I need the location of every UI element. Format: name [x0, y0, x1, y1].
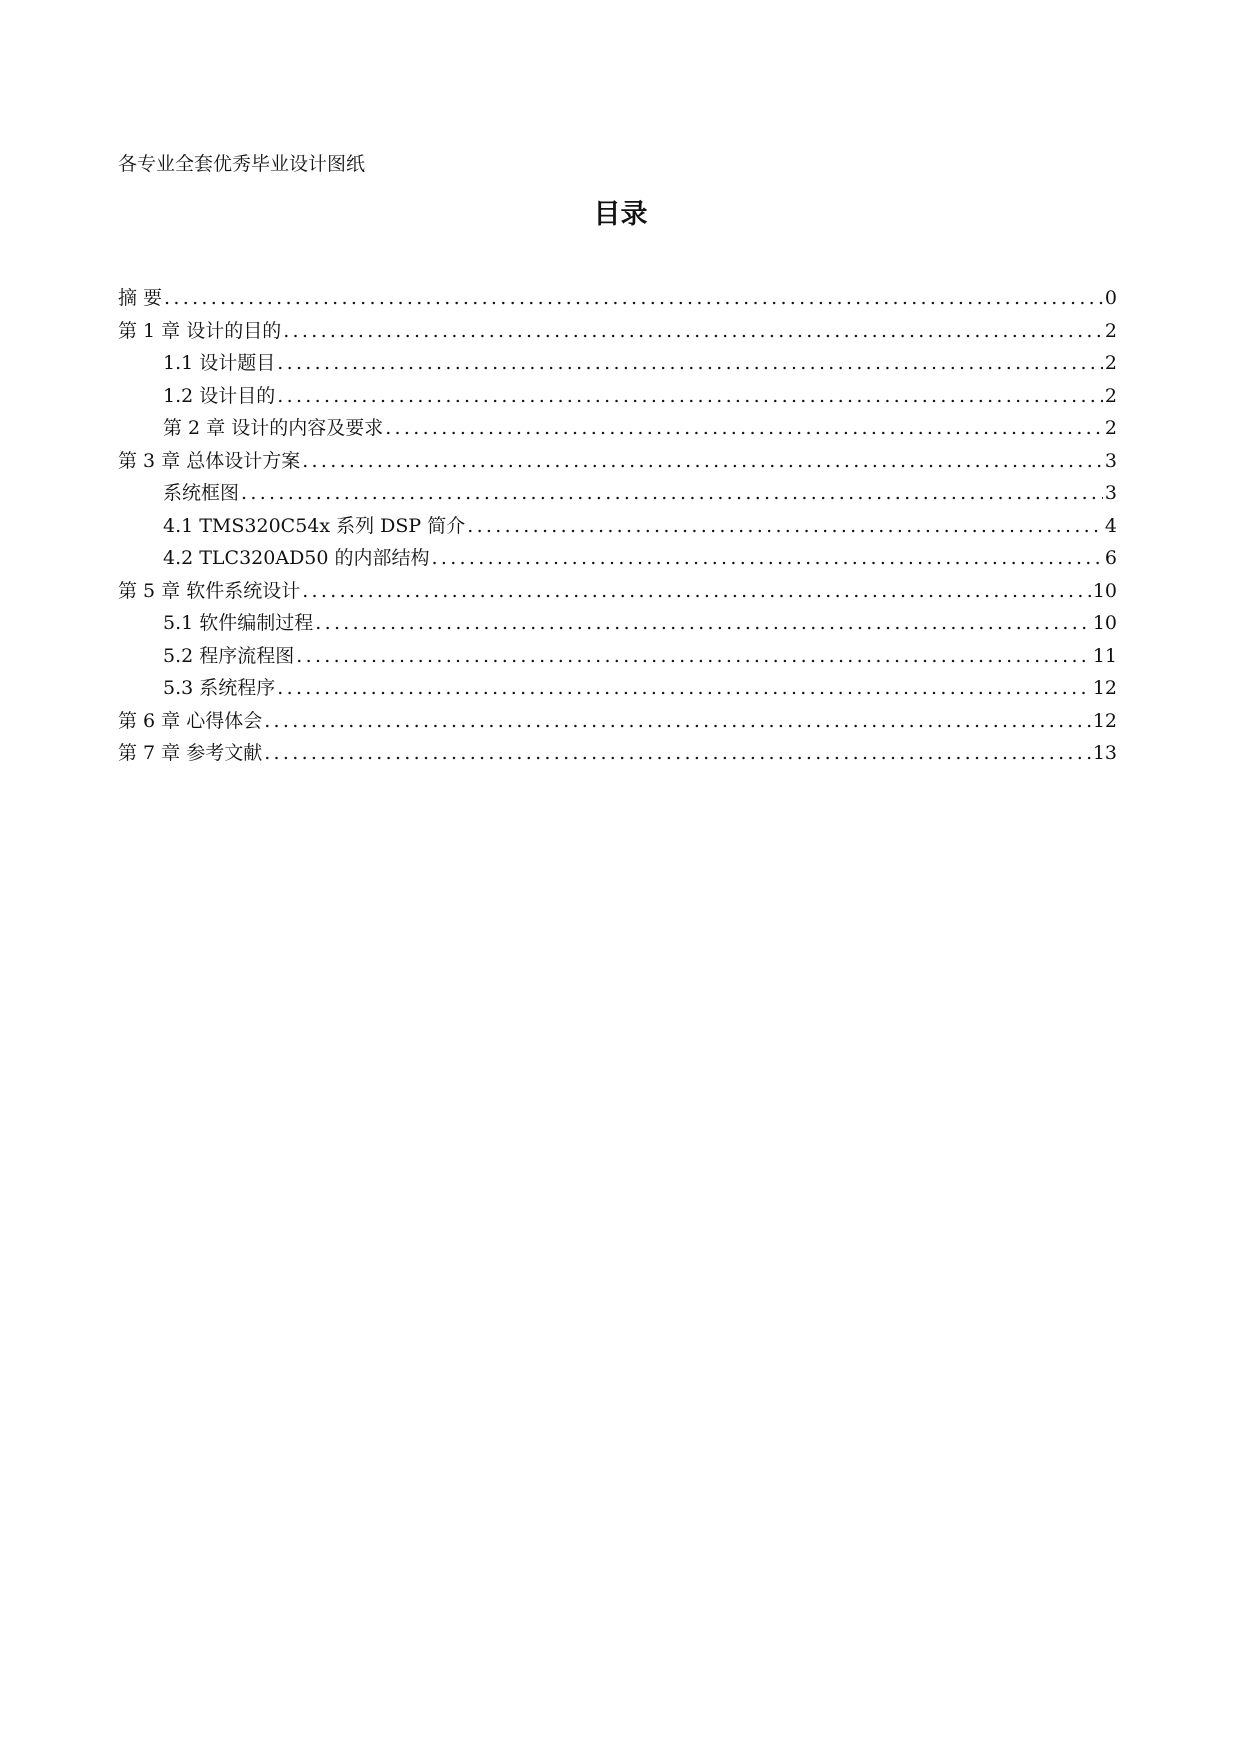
- toc-dot-leader: [467, 510, 1103, 543]
- toc-dot-leader: [164, 282, 1103, 315]
- toc-entry-label: 第 1 章 设计的目的: [118, 319, 282, 342]
- toc-entry[interactable]: [118, 607, 1117, 640]
- toc-entry-page-number: 2: [1104, 417, 1117, 439]
- toc-entry-page-number: 10: [1092, 579, 1117, 602]
- toc-entry-page-number: 11: [1092, 644, 1117, 667]
- toc-entry-page-number: 6: [1104, 547, 1117, 569]
- toc-entry-page-number: 10: [1092, 612, 1117, 634]
- toc-entry-page-number: 12: [1092, 709, 1117, 732]
- toc-entry[interactable]: [118, 575, 1117, 608]
- toc-entry[interactable]: [118, 542, 1117, 575]
- toc-entry[interactable]: [118, 477, 1117, 510]
- toc-entry[interactable]: [118, 412, 1117, 445]
- table-of-contents: [118, 282, 1117, 770]
- toc-entry-label: 摘 要: [118, 287, 163, 309]
- toc-entry[interactable]: [118, 510, 1117, 543]
- header-note: 各专业全套优秀毕业设计图纸: [118, 153, 366, 175]
- toc-entry-label: 4.1 TMS320C54x 系列 DSP 简介: [163, 514, 466, 537]
- toc-dot-leader: [385, 412, 1103, 445]
- toc-title: 目录: [593, 199, 648, 230]
- toc-entry-page-number: 13: [1092, 742, 1117, 764]
- toc-entry-label: 5.2 程序流程图: [163, 644, 295, 667]
- toc-dot-leader: [264, 705, 1091, 738]
- toc-dot-leader: [432, 542, 1103, 575]
- toc-entry[interactable]: [118, 640, 1117, 673]
- toc-dot-leader: [264, 737, 1091, 770]
- toc-entry-label: 第 2 章 设计的内容及要求: [163, 417, 384, 439]
- toc-entry-page-number: 12: [1092, 677, 1117, 699]
- toc-dot-leader: [283, 315, 1103, 348]
- toc-dot-leader: [277, 380, 1103, 413]
- toc-entry-page-number: 2: [1104, 352, 1117, 374]
- toc-dot-leader: [302, 575, 1091, 608]
- toc-entry-page-number: 2: [1104, 319, 1117, 342]
- toc-entry-label: 1.1 设计题目: [163, 352, 276, 374]
- toc-entry-label: 1.2 设计目的: [163, 384, 276, 407]
- toc-dot-leader: [315, 607, 1091, 640]
- toc-entry-label: 第 6 章 心得体会: [118, 709, 263, 732]
- toc-entry-label: 4.2 TLC320AD50 的内部结构: [163, 547, 430, 569]
- toc-entry-label: 第 3 章 总体设计方案: [118, 449, 301, 472]
- toc-entry-label: 第 5 章 软件系统设计: [118, 579, 301, 602]
- toc-entry[interactable]: [118, 347, 1117, 380]
- toc-entry[interactable]: [118, 315, 1117, 348]
- toc-entry[interactable]: [118, 445, 1117, 478]
- toc-entry-page-number: 2: [1104, 384, 1117, 407]
- toc-entry-page-number: 3: [1104, 449, 1117, 472]
- toc-dot-leader: [277, 672, 1091, 705]
- toc-entry-page-number: 4: [1104, 514, 1117, 537]
- toc-entry[interactable]: [118, 380, 1117, 413]
- toc-dot-leader: [296, 640, 1091, 673]
- toc-entry-label: 5.1 软件编制过程: [163, 612, 314, 634]
- toc-entry[interactable]: [118, 282, 1117, 315]
- toc-entry[interactable]: [118, 672, 1117, 705]
- toc-dot-leader: [302, 445, 1103, 478]
- toc-entry-label: 第 7 章 参考文献: [118, 742, 263, 764]
- toc-entry-label: 系统框图: [163, 482, 240, 504]
- toc-dot-leader: [277, 347, 1103, 380]
- toc-entry[interactable]: [118, 705, 1117, 738]
- toc-entry-label: 5.3 系统程序: [163, 677, 276, 699]
- toc-entry-page-number: 3: [1104, 482, 1117, 504]
- toc-dot-leader: [241, 477, 1103, 510]
- toc-entry[interactable]: [118, 737, 1117, 770]
- toc-entry-page-number: 0: [1104, 287, 1117, 309]
